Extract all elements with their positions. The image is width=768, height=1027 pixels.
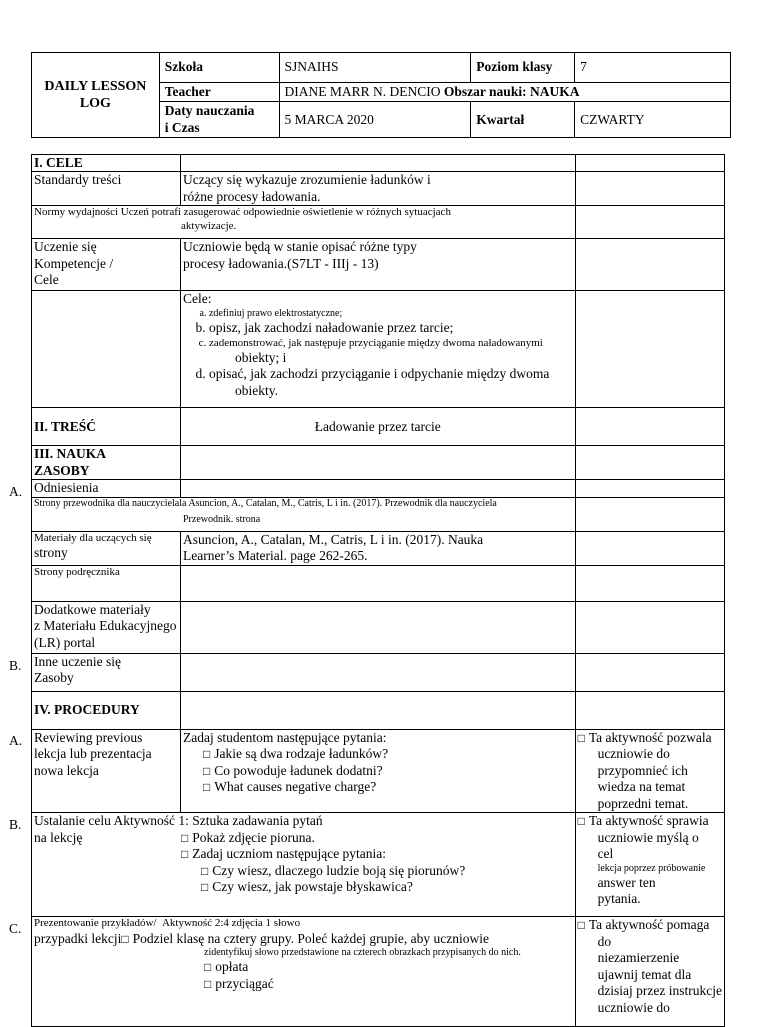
procedure-c: Prezentowanie przykładów/ Aktywność 2:4 zdjęcia 1 słowo przypadki lekcji□ Podziel klasę na cztery grupy. Poleć każdej grupie, aby uczniowie zidentyfikuj słowo przedstawione na czterech obrazkach przypisanych do nich. □ opłata □ przyciągać <box>32 917 576 1027</box>
competencies-text: Uczniowie będą w stanie opisać różne typy procesy ładowania.(S7LT - IIIj - 13) <box>180 239 575 291</box>
teacher-value: DIANE MARR N. DENCIO <box>284 84 441 99</box>
grade-label: Poziom klasy <box>471 53 575 83</box>
learning-area: Obszar nauki: NAUKA <box>443 84 580 99</box>
grade-value: 7 <box>575 53 731 83</box>
doc-title: DAILY LESSON LOG <box>32 53 160 138</box>
lesson-table <box>31 154 725 1027</box>
additional-materials: Dodatkowe materiały z Materiału Edukacyjnego (LR) portal <box>32 601 181 653</box>
objective-item: c. zademonstrować, jak następuje przyciąganie między dwoma naładowanymi <box>209 337 573 350</box>
objective-item: b. opisz, jak zachodzi naładowanie przez tarcie; <box>209 320 573 336</box>
question-item: □ What causes negative charge? <box>203 779 573 795</box>
teacher-label: Teacher <box>159 83 279 102</box>
learner-materials-value: Asuncion, A., Catalan, M., Catris, L i in. (2017). Nauka Learner’s Material. page 262-265. <box>180 531 575 565</box>
objectives-list: Cele: a. zdefiniuj prawo elektrostatyczne; b. opisz, jak zachodzi naładowanie przez tarcie; c. zademonstrować, jak następuje przyciąganie między dwoma naładowanymi obiekty; i d. opisać, jak zachodzi przyciąganie i odpychanie między dwoma obiekty. <box>180 291 575 408</box>
section-content: II. TREŚĆ <box>32 408 181 446</box>
word-item: □ opłata <box>204 959 573 975</box>
content-standards-label: Standardy treści <box>32 172 181 206</box>
marker-b: B. <box>9 658 22 673</box>
competencies-label: Uczenie się Kompetencje / Cele <box>32 239 181 291</box>
quarter-label: Kwartał <box>471 102 575 138</box>
word-item: □ przyciągać <box>204 976 573 992</box>
procedure-c-note: □ Ta aktywność pomaga do niezamierzenie ujawnij temat dla dzisiaj przez instrukcje uczniowie do <box>575 917 724 1027</box>
header-table <box>31 52 731 138</box>
question-item: □ Czy wiesz, jak powstaje błyskawica? <box>201 879 465 895</box>
teacher-guide-pages: Strony przewodnika dla nauczycielala Asuncion, A., Catalan, M., Catris, L i in. (2017). Przewodnik dla nauczyciela Przewodnik. strona <box>32 497 576 531</box>
question-item: □ Czy wiesz, dlaczego ludzie boją się piorunów? <box>201 863 465 879</box>
textbook-pages: Strony podręcznika <box>32 565 181 601</box>
content-standards-text: Uczący się wykazuje zrozumienie ładunków i różne procesy ładowania. <box>180 172 575 206</box>
question-item: □ Jakie są dwa rodzaje ładunków? <box>203 746 573 762</box>
marker-proc-b: B. <box>9 817 22 832</box>
question-item: □ Co powoduje ładunek dodatni? <box>203 763 573 779</box>
procedure-b: Ustalanie celu Aktywność 1: Sztuka zadawania pytań na lekcję □ Pokaż zdjęcie pioruna. □ Zadaj uczniom następujące pytania: □ Czy wiesz, dlaczego ludzie boją się piorunów? □ Czy wiesz, jak powstaje błyskawica? <box>32 813 576 917</box>
content-value: Ładowanie przez tarcie <box>180 408 575 446</box>
section-resources: III. NAUKA ZASOBY <box>32 446 181 480</box>
school-label: Szkoła <box>159 53 279 83</box>
procedure-a-note: □ Ta aktywność pozwala uczniowie do przypomnieć ich wiedza na temat poprzedni temat. <box>575 729 724 812</box>
teacher-cell <box>279 83 730 102</box>
section-procedures: IV. PROCEDURY <box>32 691 181 729</box>
dates-value: 5 MARCA 2020 <box>279 102 471 138</box>
procedure-a-label: Reviewing previous lekcja lub prezentacja nowa lekcja <box>32 729 181 812</box>
learner-materials-label: Materiały dla uczących się strony <box>32 531 181 565</box>
procedure-a-body: Zadaj studentom następujące pytania: □ Jakie są dwa rodzaje ładunków? □ Co powoduje ładunek dodatni? □ What causes negative charge? <box>180 729 575 812</box>
dates-label: Daty nauczania i Czas <box>159 102 279 138</box>
marker-a: A. <box>9 484 23 499</box>
section-objectives: I. CELE <box>32 155 181 172</box>
performance-standards: Normy wydajności Uczeń potrafi zasugerować odpowiednie oświetlenie w różnych sytuacjach aktywizacje. <box>32 206 576 239</box>
marker-proc-c: C. <box>9 921 22 936</box>
other-resources: Inne uczenie się Zasoby <box>32 653 181 691</box>
objective-item: d. opisać, jak zachodzi przyciąganie i odpychanie między dwoma <box>209 366 573 382</box>
references-label: Odniesienia <box>32 480 181 497</box>
marker-proc-a: A. <box>9 733 23 748</box>
objective-item: a. zdefiniuj prawo elektrostatyczne; <box>209 308 573 320</box>
procedure-b-note: □ Ta aktywność sprawia uczniowie myślą o cel lekcja poprzez próbowanie answer ten pytania. <box>575 813 724 917</box>
school-value: SJNAIHS <box>279 53 471 83</box>
quarter-value: CZWARTY <box>575 102 731 138</box>
